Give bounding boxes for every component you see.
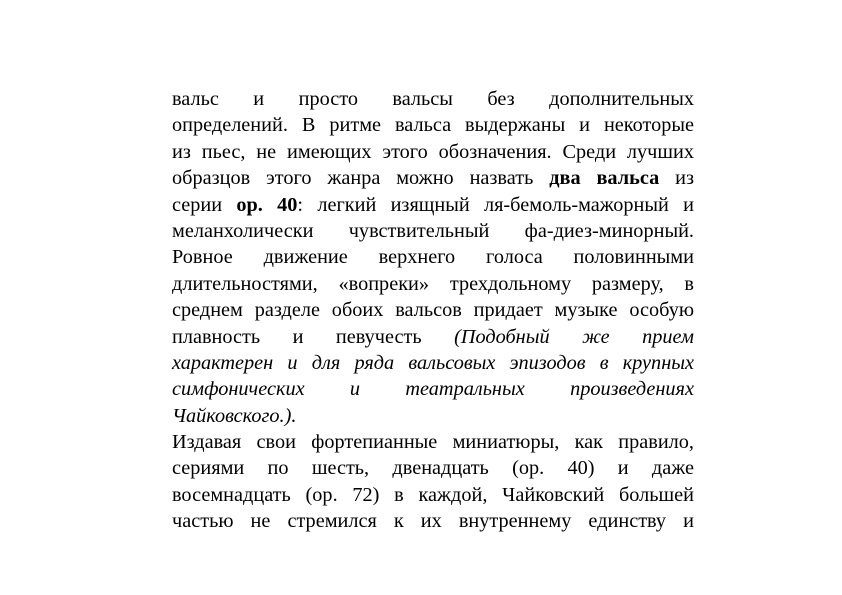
body-text	[172, 86, 694, 535]
text-line: среднем разделе обоих вальсов придает музыке особую	[172, 299, 694, 322]
text-line: восемнадцать (op. 72) в каждой, Чайковский большей	[172, 483, 694, 506]
text-line	[172, 165, 694, 191]
italic-line: симфонических и театральных произведениях	[172, 378, 694, 401]
text-line: частью не стремился к их внутреннему единству и	[172, 510, 694, 533]
text-line	[172, 192, 694, 218]
text-line	[172, 324, 694, 350]
text-fragment: из	[675, 167, 694, 190]
text-line: определений. В ритме вальса выдержаны и некоторые	[172, 114, 694, 137]
text-line: меланхолически чувствительный фа-диез-минорный.	[172, 219, 694, 242]
bold-term-two-waltzes: два вальса	[549, 167, 660, 190]
text-fragment: образцов этого жанра можно назвать	[172, 167, 534, 190]
text-line: вальс и просто вальсы без дополнительных	[172, 88, 694, 110]
text-fragment: : легкий изящный ля-бемоль-мажорный и	[297, 193, 695, 216]
text-line: из пьес, не имеющих этого обозначения. Среди лучших	[172, 140, 694, 163]
text-line: сериями по шесть, двенадцать (op. 40) и даже	[172, 457, 694, 480]
italic-line: характерен и для ряда вальсовых эпизодов в крупных	[172, 351, 694, 374]
text-fragment: плавность и певучесть	[172, 325, 422, 348]
italic-note: (Подобный же прием	[454, 325, 694, 348]
italic-line: Чайковского.).	[172, 404, 297, 427]
bold-term-opus: op. 40	[236, 193, 298, 216]
text-fragment: серии	[172, 193, 223, 216]
text-line: длительностями, «вопреки» трехдольному размеру, в	[172, 272, 694, 295]
text-line: Ровное движение верхнего голоса половинными	[172, 246, 694, 269]
text-line: Издавая свои фортепианные миниатюры, как правило,	[172, 431, 694, 454]
